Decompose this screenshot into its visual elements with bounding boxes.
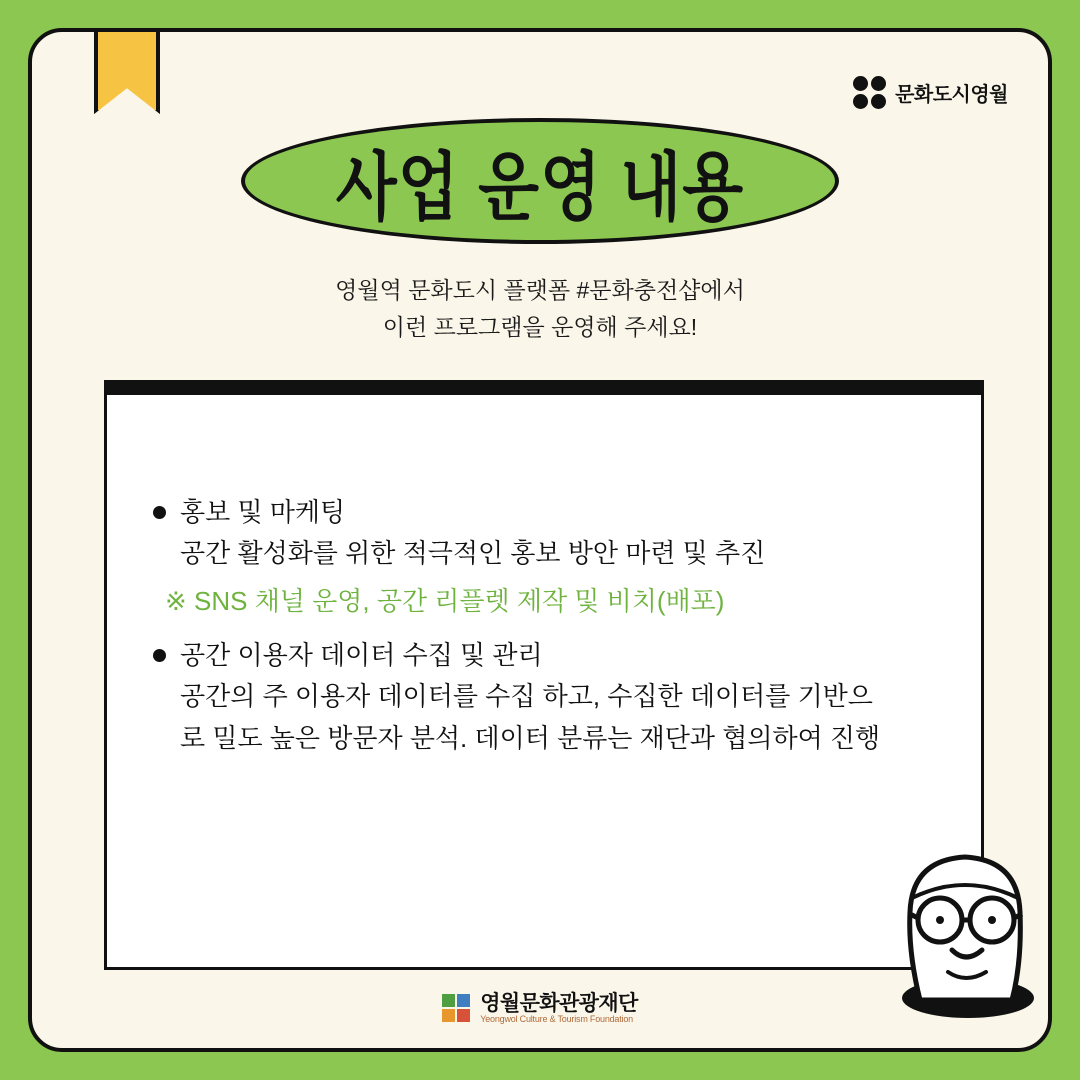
brand-name: 문화도시영월 <box>895 84 1008 106</box>
list-item-note: ※ SNS 채널 운영, 공간 리플렛 제작 및 비치(배포) <box>165 586 725 617</box>
content-list <box>153 493 951 765</box>
list-item <box>153 636 951 759</box>
list-item-heading: 홍보 및 마케팅 <box>180 497 346 527</box>
subtitle-line-1: 영월역 문화도시 플랫폼 #문화충전샵에서 <box>335 277 745 303</box>
brand-logo <box>853 76 1008 109</box>
panel-top-bar <box>104 380 984 395</box>
content-panel <box>104 380 984 970</box>
footer-name-en: Yeongwol Culture & Tourism Foundation <box>480 1013 633 1024</box>
list-item-heading-row <box>153 636 951 675</box>
list-item-detail-line-1: 공간의 주 이용자 데이터를 수집 하고, 수집한 데이터를 기반으 <box>180 681 873 712</box>
list-item <box>153 493 951 630</box>
poster-card <box>28 28 1052 1052</box>
bookmark-ribbon-icon <box>94 28 160 114</box>
footer-name-kr: 영월문화관광재단 <box>480 991 638 1015</box>
bullet-dot-icon <box>153 649 166 662</box>
page-title: 사업 운영 내용 <box>335 146 745 229</box>
list-item-detail: 공간 활성화를 위한 적극적인 홍보 방안 마련 및 추진 <box>180 538 766 568</box>
footer-logo <box>32 993 1048 1024</box>
title-ellipse <box>241 118 839 244</box>
subtitle-line-2: 이런 프로그램을 운영해 주세요! <box>382 314 698 341</box>
footer-text-group <box>480 993 638 1024</box>
title-container <box>32 118 1048 244</box>
four-square-logo-icon <box>442 994 470 1022</box>
list-item-heading-row <box>153 493 951 532</box>
list-item-detail-line-2: 로 밀도 높은 방문자 분석. 데이터 분류는 재단과 협의하여 진행 <box>180 723 881 754</box>
four-dots-icon <box>853 76 886 109</box>
subtitle <box>32 272 1048 347</box>
list-item-heading: 공간 이용자 데이터 수집 및 관리 <box>180 640 543 671</box>
bullet-dot-icon <box>153 506 166 519</box>
